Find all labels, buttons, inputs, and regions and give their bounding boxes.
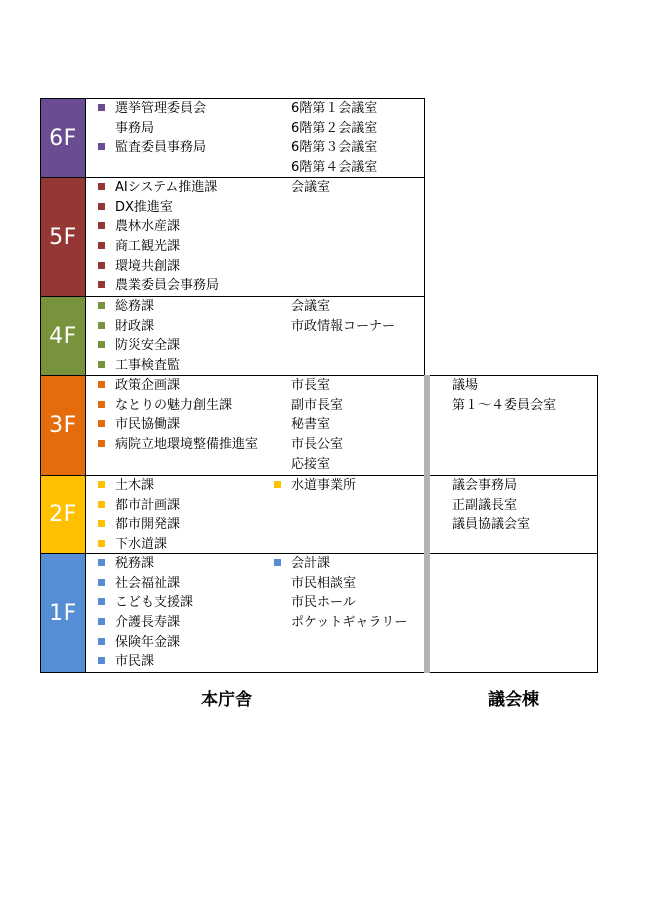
square-bullet-icon (98, 618, 105, 625)
floor-row-4f (40, 296, 425, 376)
list-item-label: 税務課 (115, 556, 155, 571)
square-bullet-icon (98, 501, 105, 508)
floor-label: 5F (41, 178, 86, 296)
square-bullet-icon (98, 481, 105, 488)
floor-row-5f (40, 177, 425, 297)
list-item-label: 環境共創課 (115, 258, 181, 274)
list-item-label: 介護長寿課 (115, 615, 181, 631)
list-item-label: AIシステム推進課 (115, 180, 218, 195)
list-item-label: 監査委員事務局 (115, 140, 207, 156)
square-bullet-icon (98, 281, 105, 288)
list-item-label: 議員協議会室 (452, 517, 531, 533)
list-item-label: 議会事務局 (452, 478, 518, 493)
list-item-label: 副市長室 (291, 397, 344, 413)
square-bullet-icon (98, 341, 105, 348)
list-item-label: 都市開発課 (115, 517, 181, 533)
building-divider (424, 553, 430, 673)
square-bullet-icon (98, 302, 105, 309)
square-bullet-icon (98, 104, 105, 111)
floor-row-2f (40, 475, 598, 554)
list-item-label: 都市計画課 (115, 497, 181, 513)
list-item-label: 6階第３会議室 (291, 140, 378, 156)
square-bullet-icon (98, 361, 105, 368)
list-item-label: 財政課 (115, 318, 155, 334)
list-item-label: 事務局 (115, 120, 155, 136)
list-item-label: 第１～４委員会室 (452, 397, 557, 413)
list-item-label: 防災安全課 (115, 338, 181, 354)
building-divider (424, 475, 430, 554)
floor-row-6f (40, 98, 425, 178)
list-item-label: 6階第１会議室 (291, 101, 378, 116)
square-bullet-icon (98, 559, 105, 566)
square-bullet-icon (98, 143, 105, 150)
list-item-label: 保険年金課 (115, 634, 181, 650)
square-bullet-icon (98, 657, 105, 664)
floor-label: 3F (41, 376, 86, 475)
list-item-label: 政策企画課 (115, 378, 181, 393)
list-item-label: 病院立地環境整備推進室 (115, 437, 259, 453)
list-item-label: 農業委員会事務局 (115, 278, 220, 294)
list-item-label: 市民課 (115, 654, 155, 670)
list-item-label: 下水道課 (115, 537, 168, 553)
list-item-label: 土木課 (115, 478, 155, 493)
square-bullet-icon (98, 262, 105, 269)
floor-row-3f (40, 375, 598, 476)
list-item-label: ポケットギャラリー (291, 615, 408, 631)
list-item-label: 会議室 (291, 299, 331, 314)
square-bullet-icon (98, 598, 105, 605)
floor-label: 6F (41, 99, 86, 177)
list-item-label: 水道事業所 (291, 478, 357, 493)
square-bullet-icon (274, 481, 281, 488)
list-item-label: 市政情報コーナー (291, 318, 396, 334)
square-bullet-icon (98, 222, 105, 229)
square-bullet-icon (98, 322, 105, 329)
list-item-label: 商工観光課 (115, 239, 181, 255)
list-item-label: 秘書室 (291, 417, 331, 433)
list-item-label: こども支援課 (115, 595, 194, 611)
assembly-building-caption: 議会棟 (488, 690, 539, 710)
list-item-label: 6階第４会議室 (291, 160, 378, 176)
square-bullet-icon (98, 579, 105, 586)
square-bullet-icon (98, 242, 105, 249)
floor-label: 1F (41, 554, 86, 672)
square-bullet-icon (98, 420, 105, 427)
square-bullet-icon (98, 638, 105, 645)
square-bullet-icon (98, 203, 105, 210)
list-item-label: 応接室 (291, 456, 331, 472)
floor-row-1f (40, 553, 598, 673)
square-bullet-icon (98, 401, 105, 408)
list-item-label: 選挙管理委員会 (115, 101, 207, 116)
list-item-label: 工事検査監 (115, 358, 181, 374)
list-item-label: 市民相談室 (291, 575, 357, 591)
list-item-label: 議場 (452, 378, 479, 393)
list-item-label: 会計課 (291, 556, 331, 571)
main-building-caption: 本庁舎 (201, 690, 252, 710)
list-item-label: 市長公室 (291, 437, 344, 453)
square-bullet-icon (98, 520, 105, 527)
list-item-label: 社会福祉課 (115, 575, 181, 591)
square-bullet-icon (98, 381, 105, 388)
list-item-label: 市民ホール (291, 595, 356, 611)
list-item-label: 正副議長室 (452, 497, 518, 513)
list-item-label: 6階第２会議室 (291, 120, 378, 136)
list-item-label: DX推進室 (115, 199, 173, 215)
list-item-label: なとりの魅力創生課 (115, 397, 233, 413)
floor-label: 2F (41, 476, 86, 553)
list-item-label: 市長室 (291, 378, 331, 393)
building-divider (424, 375, 430, 476)
list-item-label: 総務課 (115, 299, 155, 314)
list-item-label: 会議室 (291, 180, 331, 195)
square-bullet-icon (98, 440, 105, 447)
list-item-label: 農林水産課 (115, 219, 181, 235)
square-bullet-icon (98, 540, 105, 547)
square-bullet-icon (274, 559, 281, 566)
floor-label: 4F (41, 297, 86, 375)
list-item-label: 市民協働課 (115, 417, 181, 433)
square-bullet-icon (98, 183, 105, 190)
